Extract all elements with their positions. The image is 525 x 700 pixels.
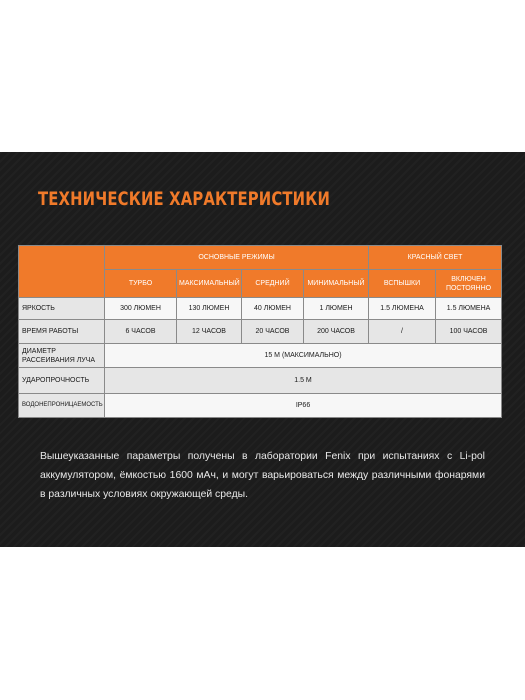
footnote-text: Вышеуказанные параметры получены в лаборатории Fenix при испытаниях с Li-pol аккумулятором, ёмкостью 1600 мАч, и могут варьироваться между различными фонарями в различных условиях окружающей среды. <box>40 451 485 500</box>
table-row <box>19 394 502 418</box>
table-cell: 20 ЧАСОВ <box>242 320 304 344</box>
table-cell: 15 М (МАКСИМАЛЬНО) <box>105 344 502 368</box>
mode-header-constant: ВКЛЮЧЕН ПОСТОЯННО <box>436 270 502 298</box>
page-title: ТЕХНИЧЕСКИЕ ХАРАКТЕРИСТИКИ <box>38 188 331 210</box>
table-cell: 200 ЧАСОВ <box>304 320 369 344</box>
table-cell: 1 ЛЮМЕН <box>304 298 369 320</box>
table-cell: / <box>369 320 436 344</box>
mode-header-max: МАКСИМАЛЬНЫЙ <box>177 270 242 298</box>
table-row <box>19 344 502 368</box>
table-cell: 1.5 М <box>105 368 502 394</box>
spec-table <box>18 245 502 418</box>
table-cell: 1.5 ЛЮМЕНА <box>369 298 436 320</box>
table-row <box>19 368 502 394</box>
row-label-impact: УДАРОПРОЧНОСТЬ <box>19 368 105 394</box>
mode-header-flash: ВСПЫШКИ <box>369 270 436 298</box>
red-light-header: КРАСНЫЙ СВЕТ <box>369 246 502 270</box>
table-cell: 1.5 ЛЮМЕНА <box>436 298 502 320</box>
mode-header-turbo: ТУРБО <box>105 270 177 298</box>
main-modes-header: ОСНОВНЫЕ РЕЖИМЫ <box>105 246 369 270</box>
table-cell: 40 ЛЮМЕН <box>242 298 304 320</box>
mode-header-medium: СРЕДНИЙ <box>242 270 304 298</box>
mode-header-min: МИНИМАЛЬНЫЙ <box>304 270 369 298</box>
row-label-brightness: ЯРКОСТЬ <box>19 298 105 320</box>
table-cell: 130 ЛЮМЕН <box>177 298 242 320</box>
row-label-runtime: ВРЕМЯ РАБОТЫ <box>19 320 105 344</box>
table-cell: IP66 <box>105 394 502 418</box>
table-cell: 12 ЧАСОВ <box>177 320 242 344</box>
table-cell: 100 ЧАСОВ <box>436 320 502 344</box>
row-label-beam-diameter: ДИАМЕТР РАССЕИВАНИЯ ЛУЧА <box>19 344 105 368</box>
table-row <box>19 320 502 344</box>
group-header-row <box>19 246 502 270</box>
corner-cell <box>19 246 105 298</box>
row-label-waterproof: ВОДОНЕПРОНИЦАЕМОСТЬ <box>19 394 105 418</box>
table-cell: 300 ЛЮМЕН <box>105 298 177 320</box>
table-row <box>19 298 502 320</box>
table-cell: 6 ЧАСОВ <box>105 320 177 344</box>
